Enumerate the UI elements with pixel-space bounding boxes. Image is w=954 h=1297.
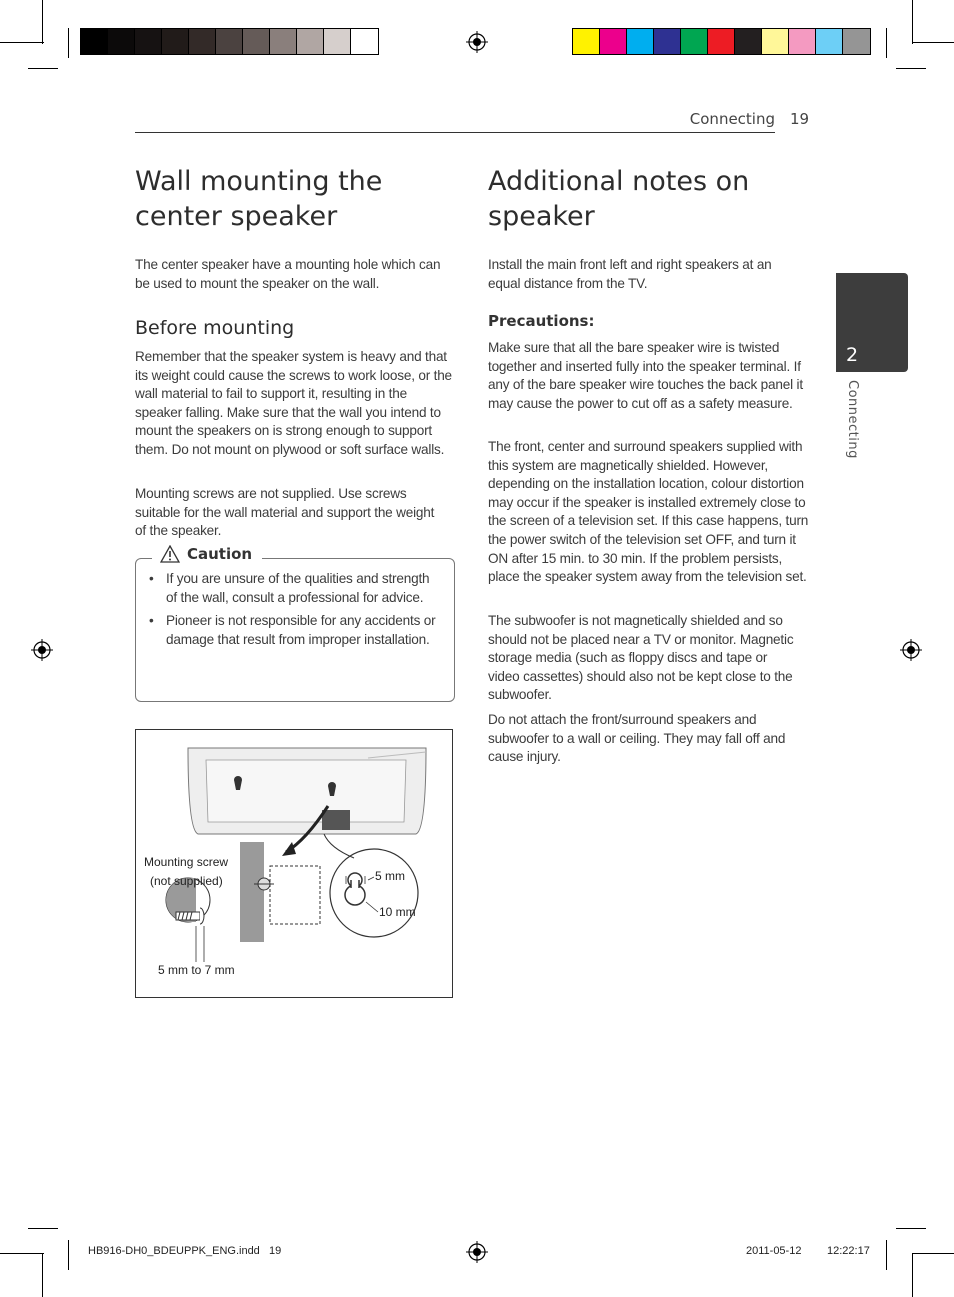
registration-mark-icon: [466, 1241, 488, 1263]
color-swatch: [627, 29, 654, 54]
header-rule: [135, 132, 775, 133]
caution-heading: [152, 545, 262, 563]
color-swatch: [135, 29, 162, 54]
warning-triangle-icon: [160, 545, 180, 563]
hole-height-label: 10 mm: [379, 905, 416, 919]
hole-width-label: 5 mm: [375, 869, 405, 883]
registration-mark-icon: [466, 31, 488, 53]
wall-section: [240, 842, 264, 942]
chapter-tab-number: 2: [846, 344, 859, 366]
color-swatch: [600, 29, 627, 54]
color-swatch: [189, 29, 216, 54]
color-swatch: [708, 29, 735, 54]
zoom-circle: [330, 849, 418, 937]
color-swatch: [216, 29, 243, 54]
chapter-tab-label: Connecting: [845, 380, 860, 459]
screw-protrusion-label: 5 mm to 7 mm: [158, 963, 235, 977]
wall-mount-illustration: [135, 729, 453, 998]
before-mounting-paragraph-1: Remember that the speaker system is heavy and that its weight could cause the screws to work loose, or the wall material to fail to support it, resulting in the speaker falling. Make sure that the wall you intend to mount the speakers on is strong enough to support them. Do not mount on plywood or soft surface walls.: [135, 349, 452, 457]
before-mounting-heading: Before mounting: [135, 317, 295, 339]
title-line: center speaker: [135, 201, 338, 232]
color-swatch: [81, 29, 108, 54]
screw-label-line-1: Mounting screw: [144, 855, 229, 869]
process-color-bar: [572, 28, 871, 55]
footer-date: 2011-05-12: [746, 1245, 802, 1257]
color-swatch: [654, 29, 681, 54]
color-swatch: [297, 29, 324, 54]
footer-time: 12:22:17: [827, 1245, 870, 1257]
precautions-paragraph-3: The subwoofer is not magnetically shielded and so should not be placed near a TV or monitor. Magnetic storage media (such as floppy discs and tape or video cassettes) should also not be kept close to the subwoofer.: [488, 613, 794, 703]
title-line: Wall mounting the: [135, 166, 383, 197]
color-swatch: [351, 29, 378, 54]
wall-mount-intro: The center speaker have a mounting hole which can be used to mount the speaker on the wall.: [135, 257, 441, 291]
section-title-wall-mounting: [135, 164, 455, 234]
registration-mark-icon: [900, 639, 922, 661]
color-swatch: [681, 29, 708, 54]
caution-item: • Pioneer is not responsible for any accidents or damage that result from improper installation.: [147, 612, 439, 649]
color-swatch: [108, 29, 135, 54]
center-speaker-drawing: [188, 748, 426, 834]
color-swatch: [573, 29, 600, 54]
footer-filename: HB916-DH0_BDEUPPK_ENG.indd 19: [88, 1245, 282, 1257]
title-line: Additional notes on: [488, 166, 750, 197]
color-swatch: [816, 29, 843, 54]
dashed-outline: [270, 866, 320, 924]
color-swatch: [270, 29, 297, 54]
color-swatch: [324, 29, 351, 54]
precautions-paragraph-2: The front, center and surround speakers supplied with this system are magnetically shielded. However, depending on the installation location, colour distortion may occur if the speaker is installed extremely close to the screen of a television set. If this case happens, turn the power switch of the television set OFF, and turn it ON after 15 min. to 30 min. If the problem persists, place the speaker system away from the television set.: [488, 439, 809, 585]
section-title-additional-notes: [488, 164, 808, 234]
screw-label-line-2: (not supplied): [150, 874, 223, 888]
color-swatch: [843, 29, 870, 54]
color-swatch: [762, 29, 789, 54]
color-swatch: [735, 29, 762, 54]
precautions-heading: Precautions:: [488, 312, 595, 330]
registration-mark-icon: [31, 639, 53, 661]
additional-notes-intro: Install the main front left and right speakers at an equal distance from the TV.: [488, 257, 772, 291]
caution-item: • If you are unsure of the qualities and strength of the wall, consult a professional for advice.: [147, 570, 439, 607]
color-swatch: [243, 29, 270, 54]
title-line: speaker: [488, 201, 595, 232]
color-swatch: [789, 29, 816, 54]
gray-color-bar: [80, 28, 379, 55]
precautions-paragraph-4: Do not attach the front/surround speakers and subwoofer to a wall or ceiling. They may fall off and cause injury.: [488, 712, 786, 765]
precautions-paragraph-1: Make sure that all the bare speaker wire is twisted together and inserted fully into the speaker terminal. If any of the bare speaker wire touches the back panel it may cause the power to cut off as a safety measure.: [488, 340, 803, 411]
before-mounting-paragraph-2: Mounting screws are not supplied. Use screws suitable for the wall material and support the weight of the speaker.: [135, 486, 435, 539]
caution-list: [147, 570, 439, 654]
color-swatch: [162, 29, 189, 54]
page-number: 19: [790, 110, 810, 128]
caution-title: Caution: [187, 545, 253, 563]
running-header-section: Connecting: [689, 110, 775, 128]
